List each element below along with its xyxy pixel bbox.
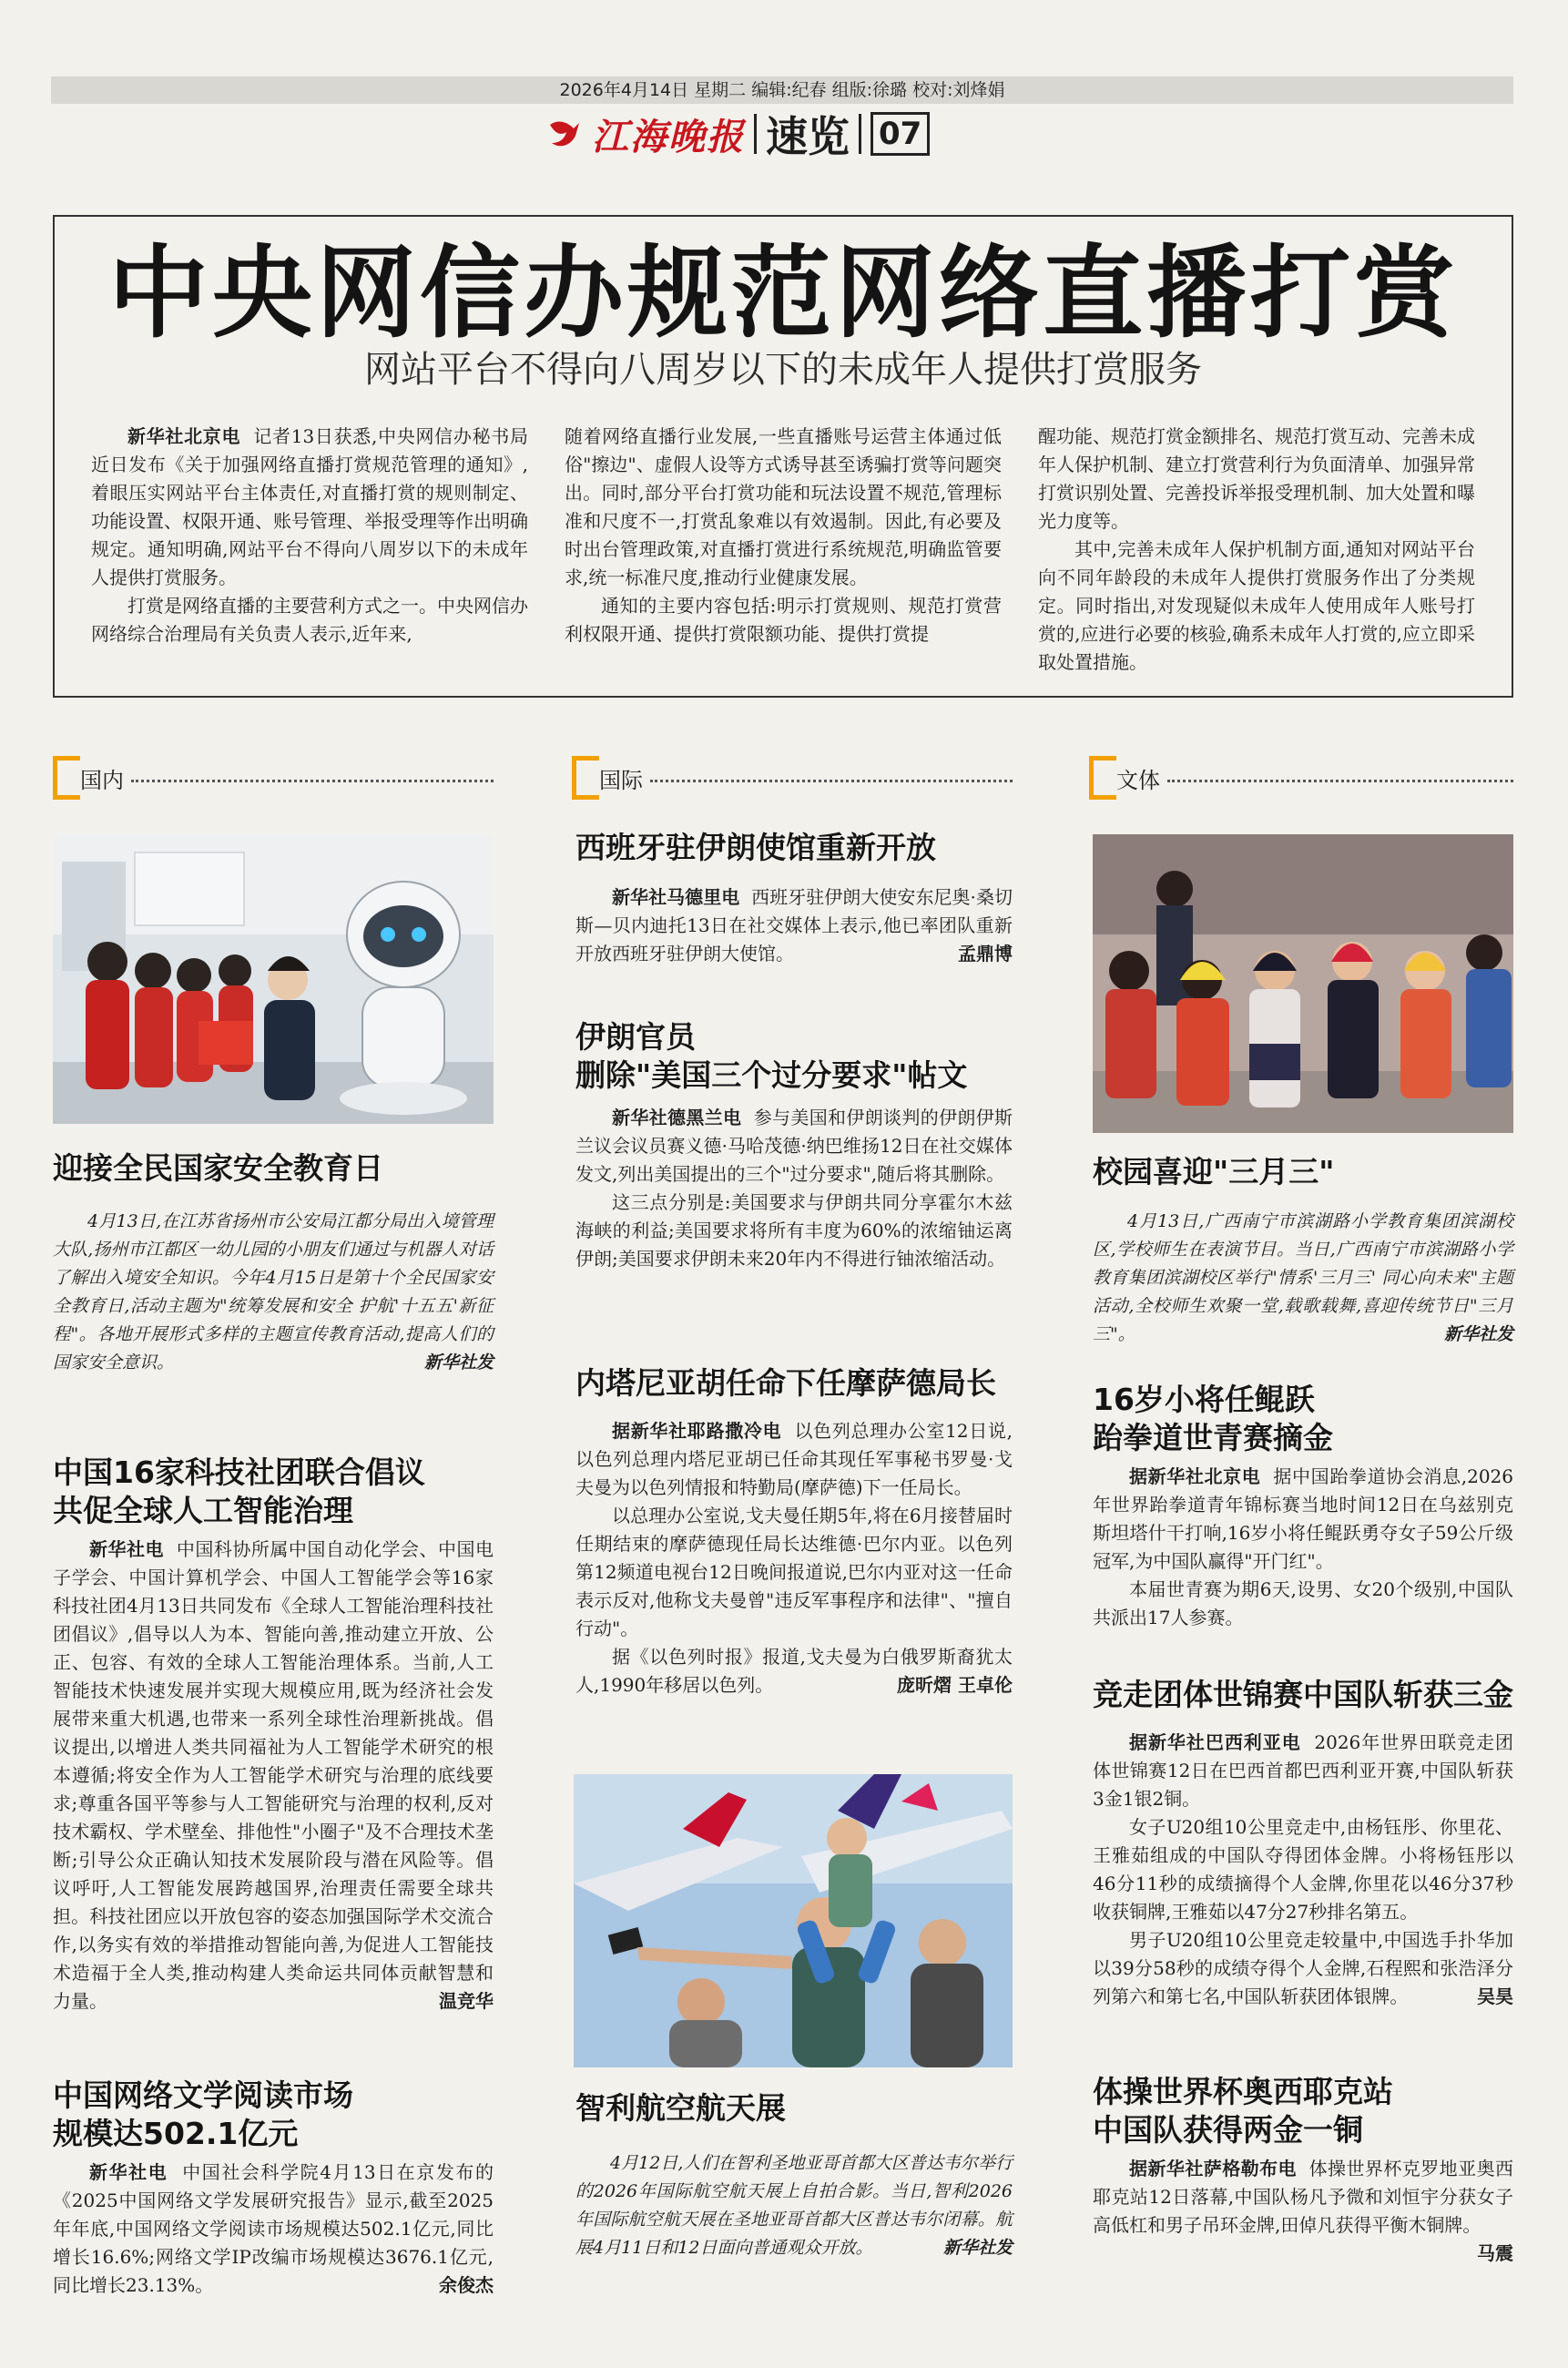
lead-column-1 — [91, 423, 528, 648]
article-title — [1093, 1381, 1513, 1457]
byline: 庞昕熠 王卓伦 — [897, 1674, 1013, 1696]
article-body — [575, 883, 1013, 968]
section-name: 速览 — [766, 112, 850, 161]
paragraph: 据中国跆拳道协会消息,2026年世界跆拳道青年锦标赛当地时间12日在乌兹别克斯坦塔什干打响,16岁小将任鲲跃勇夺女子59公斤级冠军,为中国队赢得"开门红"。 — [1093, 1465, 1514, 1572]
lead-headline: 中央网信办规范网络直播打赏 — [108, 235, 1458, 352]
paragraph: 记者13日获悉,中央网信办秘书局近日发布《关于加强网络直播打赏规范管理的通知》,着眼压实网站平台主体责任,对直播打赏的规则制定、功能设置、权限开通、账号管理、举报受理等作出明确规定。通知明确,网站平台不得向八周岁以下的未成年人提供打赏服务。 — [91, 425, 528, 588]
byline: 马震 — [1477, 2242, 1513, 2264]
article-body — [575, 1417, 1013, 1699]
article-title: 西班牙驻伊朗使馆重新开放 — [575, 830, 936, 865]
dotted-rule — [650, 780, 1013, 782]
paragraph: 参与美国和伊朗谈判的伊朗伊斯兰议会议员赛义德·马哈茂德·纳巴维扬12日在社交媒体发文,列出美国提出的三个"过分要求",随后将其删除。 — [575, 1107, 1013, 1185]
photo-caption — [575, 2149, 1013, 2262]
section-label: 文体 — [1109, 762, 1167, 794]
section-label: 国际 — [592, 762, 650, 794]
paragraph: 通知的主要内容包括:明示打赏规则、规范打赏营利权限开通、提供打赏限额功能、提供打赏提 — [565, 595, 1002, 645]
title-line: 删除"美国三个过分要求"帖文 — [575, 1057, 968, 1093]
lead-subheadline: 网站平台不得向八周岁以下的未成年人提供打赏服务 — [364, 349, 1202, 391]
paragraph: 2026年世界田联竞走团体世锦赛12日在巴西首都巴西利亚开赛,中国队斩获3金1银2铜。 — [1093, 1731, 1514, 1810]
title-line: 中国16家科技社团联合倡议 — [53, 1454, 425, 1490]
date-editor-line: 2026年4月14日 星期二 编辑:纪春 组版:徐璐 校对:刘烽娟 — [51, 77, 1513, 104]
lead-column-2 — [565, 423, 1002, 648]
byline: 余俊杰 — [439, 2274, 494, 2296]
caption-text: 4月12日,人们在智利圣地亚哥首都大区普达韦尔举行的2026年国际航空航天展上自拍合影。当日,智利2026年国际航空航天展在圣地亚哥首都大区普达韦尔闭幕。航展4月11日和12日面向普通观众开放。 — [575, 2153, 1013, 2258]
dotted-rule — [1167, 780, 1513, 782]
paragraph: 打赏是网络直播的主要营利方式之一。中央网信办网络综合治理局有关负责人表示,近年来, — [91, 595, 528, 645]
section-bar-domestic — [53, 754, 494, 801]
title-line: 体操世界杯奥西耶克站 — [1093, 2074, 1393, 2109]
photo-children-robot — [53, 834, 494, 1124]
paragraph: 其中,完善未成年人保护机制方面,通知对网站平台向不同年龄段的未成年人提供打赏服务作出了分类规定。同时指出,对发现疑似未成年人使用成年人账号打赏的,应进行必要的核验,确系未成年人打赏的,应立即采取处置措施。 — [1038, 538, 1475, 673]
paper-name: 江海晚报 — [592, 115, 745, 158]
masthead — [546, 107, 1056, 160]
article-title: 智利航空航天展 — [575, 2090, 786, 2126]
article-title: 校园喜迎"三月三" — [1093, 1154, 1335, 1189]
photo-airshow-selfie — [574, 1774, 1013, 2067]
paragraph: 以色列总理办公室12日说,以色列总理内塔尼亚胡已任命其现任军事秘书罗曼·戈夫曼为以色列情报和特勤局(摩萨德)下一任局长。 — [575, 1420, 1013, 1498]
newspaper-logo-icon — [546, 116, 583, 152]
article-title — [53, 2077, 494, 2153]
paragraph: 据《以色列时报》报道,戈夫曼为白俄罗斯裔犹太人,1990年移居以色列。 — [575, 1646, 1013, 1696]
byline: 新华社发 — [423, 1352, 494, 1373]
photo-sanyuesan-performance — [1093, 834, 1513, 1133]
article-title — [53, 1454, 494, 1530]
article-body — [575, 1104, 1013, 1273]
article-body — [1093, 1729, 1513, 2011]
byline: 新华社发 — [942, 2238, 1013, 2258]
divider — [859, 114, 861, 154]
dateline: 新华社马德里电 — [612, 886, 740, 908]
paragraph: 这三点分别是:美国要求与伊朗共同分享霍尔木兹海峡的利益;美国要求将所有丰度为60%的浓缩铀运离伊朗;美国要求伊朗未来20年内不得进行铀浓缩活动。 — [575, 1191, 1013, 1270]
dateline: 新华社北京电 — [127, 425, 241, 447]
article-body — [53, 1536, 494, 2016]
divider — [754, 114, 757, 154]
byline: 温竞华 — [439, 1990, 494, 2012]
article-title: 迎接全民国家安全教育日 — [53, 1150, 383, 1186]
article-body — [1093, 2155, 1513, 2268]
article-body — [53, 2159, 494, 2300]
dateline: 据新华社巴西利亚电 — [1129, 1731, 1301, 1753]
dateline: 据新华社耶路撒冷电 — [612, 1420, 782, 1442]
paragraph: 随着网络直播行业发展,一些直播账号运营主体通过低俗"擦边"、虚假人设等方式诱导甚至诱骗打赏等问题突出。同时,部分平台打赏功能和玩法设置不规范,管理标准和尺度不一,打赏乱象难以有效遏制。因此,有必要及时出台管理政策,对直播打赏进行系统规范,明确监管要求,统一标准尺度,推动行业健康发展。 — [565, 425, 1002, 588]
byline: 孟鼎博 — [958, 943, 1013, 965]
dateline: 新华社电 — [89, 2161, 168, 2183]
paragraph: 本届世青赛为期6天,设男、女20个级别,中国队共派出17人参赛。 — [1093, 1578, 1513, 1628]
title-line: 伊朗官员 — [575, 1019, 696, 1055]
article-title: 内塔尼亚胡任命下任摩萨德局长 — [575, 1365, 996, 1401]
photo-caption — [53, 1208, 494, 1377]
section-label: 国内 — [73, 762, 131, 794]
title-line: 中国队获得两金一铜 — [1093, 2112, 1363, 2148]
paragraph: 中国科协所属中国自动化学会、中国电子学会、中国计算机学会、中国人工智能学会等16家科技社团4月13日共同发布《全球人工智能治理科技社团倡议》,倡导以人为本、智能向善,推动建立开放、公正、包容、有效的全球人工智能治理体系。当前,人工智能技术快速发展并实现大规模应用,既为经济社会发展带来重大机遇,也带来一系列全球性治理新挑战。倡议提出,以增进人类共同福祉为人工智能学术研究的根本遵循;将安全作为人工智能学术研究与治理的底线要求;尊重各国平等参与人工智能研究与治理的权利,反对技术霸权、学术壁垒、排他性"小圈子"及不合理技术垄断;引导公众正确认知技术发展阶段与潜在风险等。倡议呼吁,人工智能发展跨越国界,治理责任需要全球共担。科技社团应以开放包容的姿态加强国际学术交流合作,以务实有效的举措推动智能向善,为促进人工智能技术造福于全人类,推动构建人类命运共同体贡献智慧和力量。 — [53, 1538, 494, 2012]
article-title: 竞走团体世锦赛中国队斩获三金 — [1093, 1677, 1513, 1712]
dotted-rule — [131, 780, 494, 782]
title-line: 共促全球人工智能治理 — [53, 1493, 353, 1528]
paragraph: 女子U20组10公里竞走中,由杨钰彤、你里花、王雅茹组成的中国队夺得团体金牌。小将杨钰彤以46分11秒的成绩摘得个人金牌,你里花以46分37秒收获铜牌,王雅茹以47分27秒排名第五。 — [1093, 1816, 1513, 1923]
byline: 新华社发 — [1443, 1324, 1513, 1344]
paragraph: 醒功能、规范打赏金额排名、规范打赏互动、完善未成年人保护机制、建立打赏营利行为负面清单、加强异常打赏识别处置、完善投诉举报受理机制、加大处置和曝光力度等。 — [1038, 425, 1475, 532]
caption-text: 4月13日,在江苏省扬州市公安局江都分局出入境管理大队,扬州市江都区一幼儿园的小朋友们通过与机器人对话了解出入境安全知识。今年4月15日是第十个全民国家安全教育日,活动主题为"统筹发展和安全 护航'十五五'新征程"。各地开展形式多样的主题宣传教育活动,提高人们的国家安全意识。 — [53, 1211, 494, 1373]
paragraph: 中国社会科学院4月13日在京发布的《2025中国网络文学发展研究报告》显示,截至2025年年底,中国网络文学阅读市场规模达502.1亿元,同比增长16.6%;网络文学IP改编市场规模达3676.1亿元,同比增长23.13%。 — [53, 2161, 494, 2296]
photo-caption — [1093, 1208, 1513, 1349]
dateline: 新华社德黑兰电 — [612, 1107, 742, 1128]
title-line: 中国网络文学阅读市场 — [53, 2077, 353, 2113]
dateline: 据新华社北京电 — [1129, 1465, 1261, 1487]
section-bar-international — [572, 754, 1013, 801]
article-title — [575, 1018, 1013, 1095]
lead-column-3 — [1038, 423, 1475, 677]
title-line: 16岁小将任鲲跃 — [1093, 1382, 1315, 1417]
dateline: 据新华社萨格勒布电 — [1129, 2158, 1297, 2179]
paragraph: 男子U20组10公里竞走较量中,中国选手扑华加以39分58秒的成绩夺得个人金牌,石程熙和张浩泽分列第六和第七名,中国队斩获团体银牌。 — [1093, 1929, 1513, 2007]
title-line: 规模达502.1亿元 — [53, 2116, 299, 2151]
paragraph: 西班牙驻伊朗大使安东尼奥·桑切斯—贝内迪托13日在社交媒体上表示,他已率团队重新开放西班牙驻伊朗大使馆。 — [575, 886, 1013, 965]
caption-text: 4月13日,广西南宁市滨湖路小学教育集团滨湖校区,学校师生在表演节目。当日,广西南宁市滨湖路小学教育集团滨湖校区举行"情系'三月三' 同心向未来"主题活动,全校师生欢聚一堂,载歌载舞,喜迎传统节日"三月三"。 — [1093, 1211, 1513, 1344]
dateline: 新华社电 — [89, 1538, 165, 1560]
paragraph: 体操世界杯克罗地亚奥西耶克站12日落幕,中国队杨凡予微和刘恒宇分获女子高低杠和男子吊环金牌,田倬凡获得平衡木铜牌。 — [1093, 2158, 1514, 2236]
title-line: 跆拳道世青赛摘金 — [1093, 1420, 1333, 1455]
page-number: 07 — [871, 112, 930, 156]
article-body — [1093, 1463, 1513, 1632]
section-bar-culture — [1089, 754, 1513, 801]
byline: 吴昊 — [1477, 1985, 1513, 2007]
paragraph: 以总理办公室说,戈夫曼任期5年,将在6月接替届时任期结束的摩萨德现任局长达维德·巴尔内亚。以色列第12频道电视台12日晚间报道说,巴尔内亚对这一任命表示反对,他称戈夫曼曾"违反军事程序和法律"、"擅自行动"。 — [575, 1505, 1013, 1639]
article-title — [1093, 2073, 1513, 2149]
